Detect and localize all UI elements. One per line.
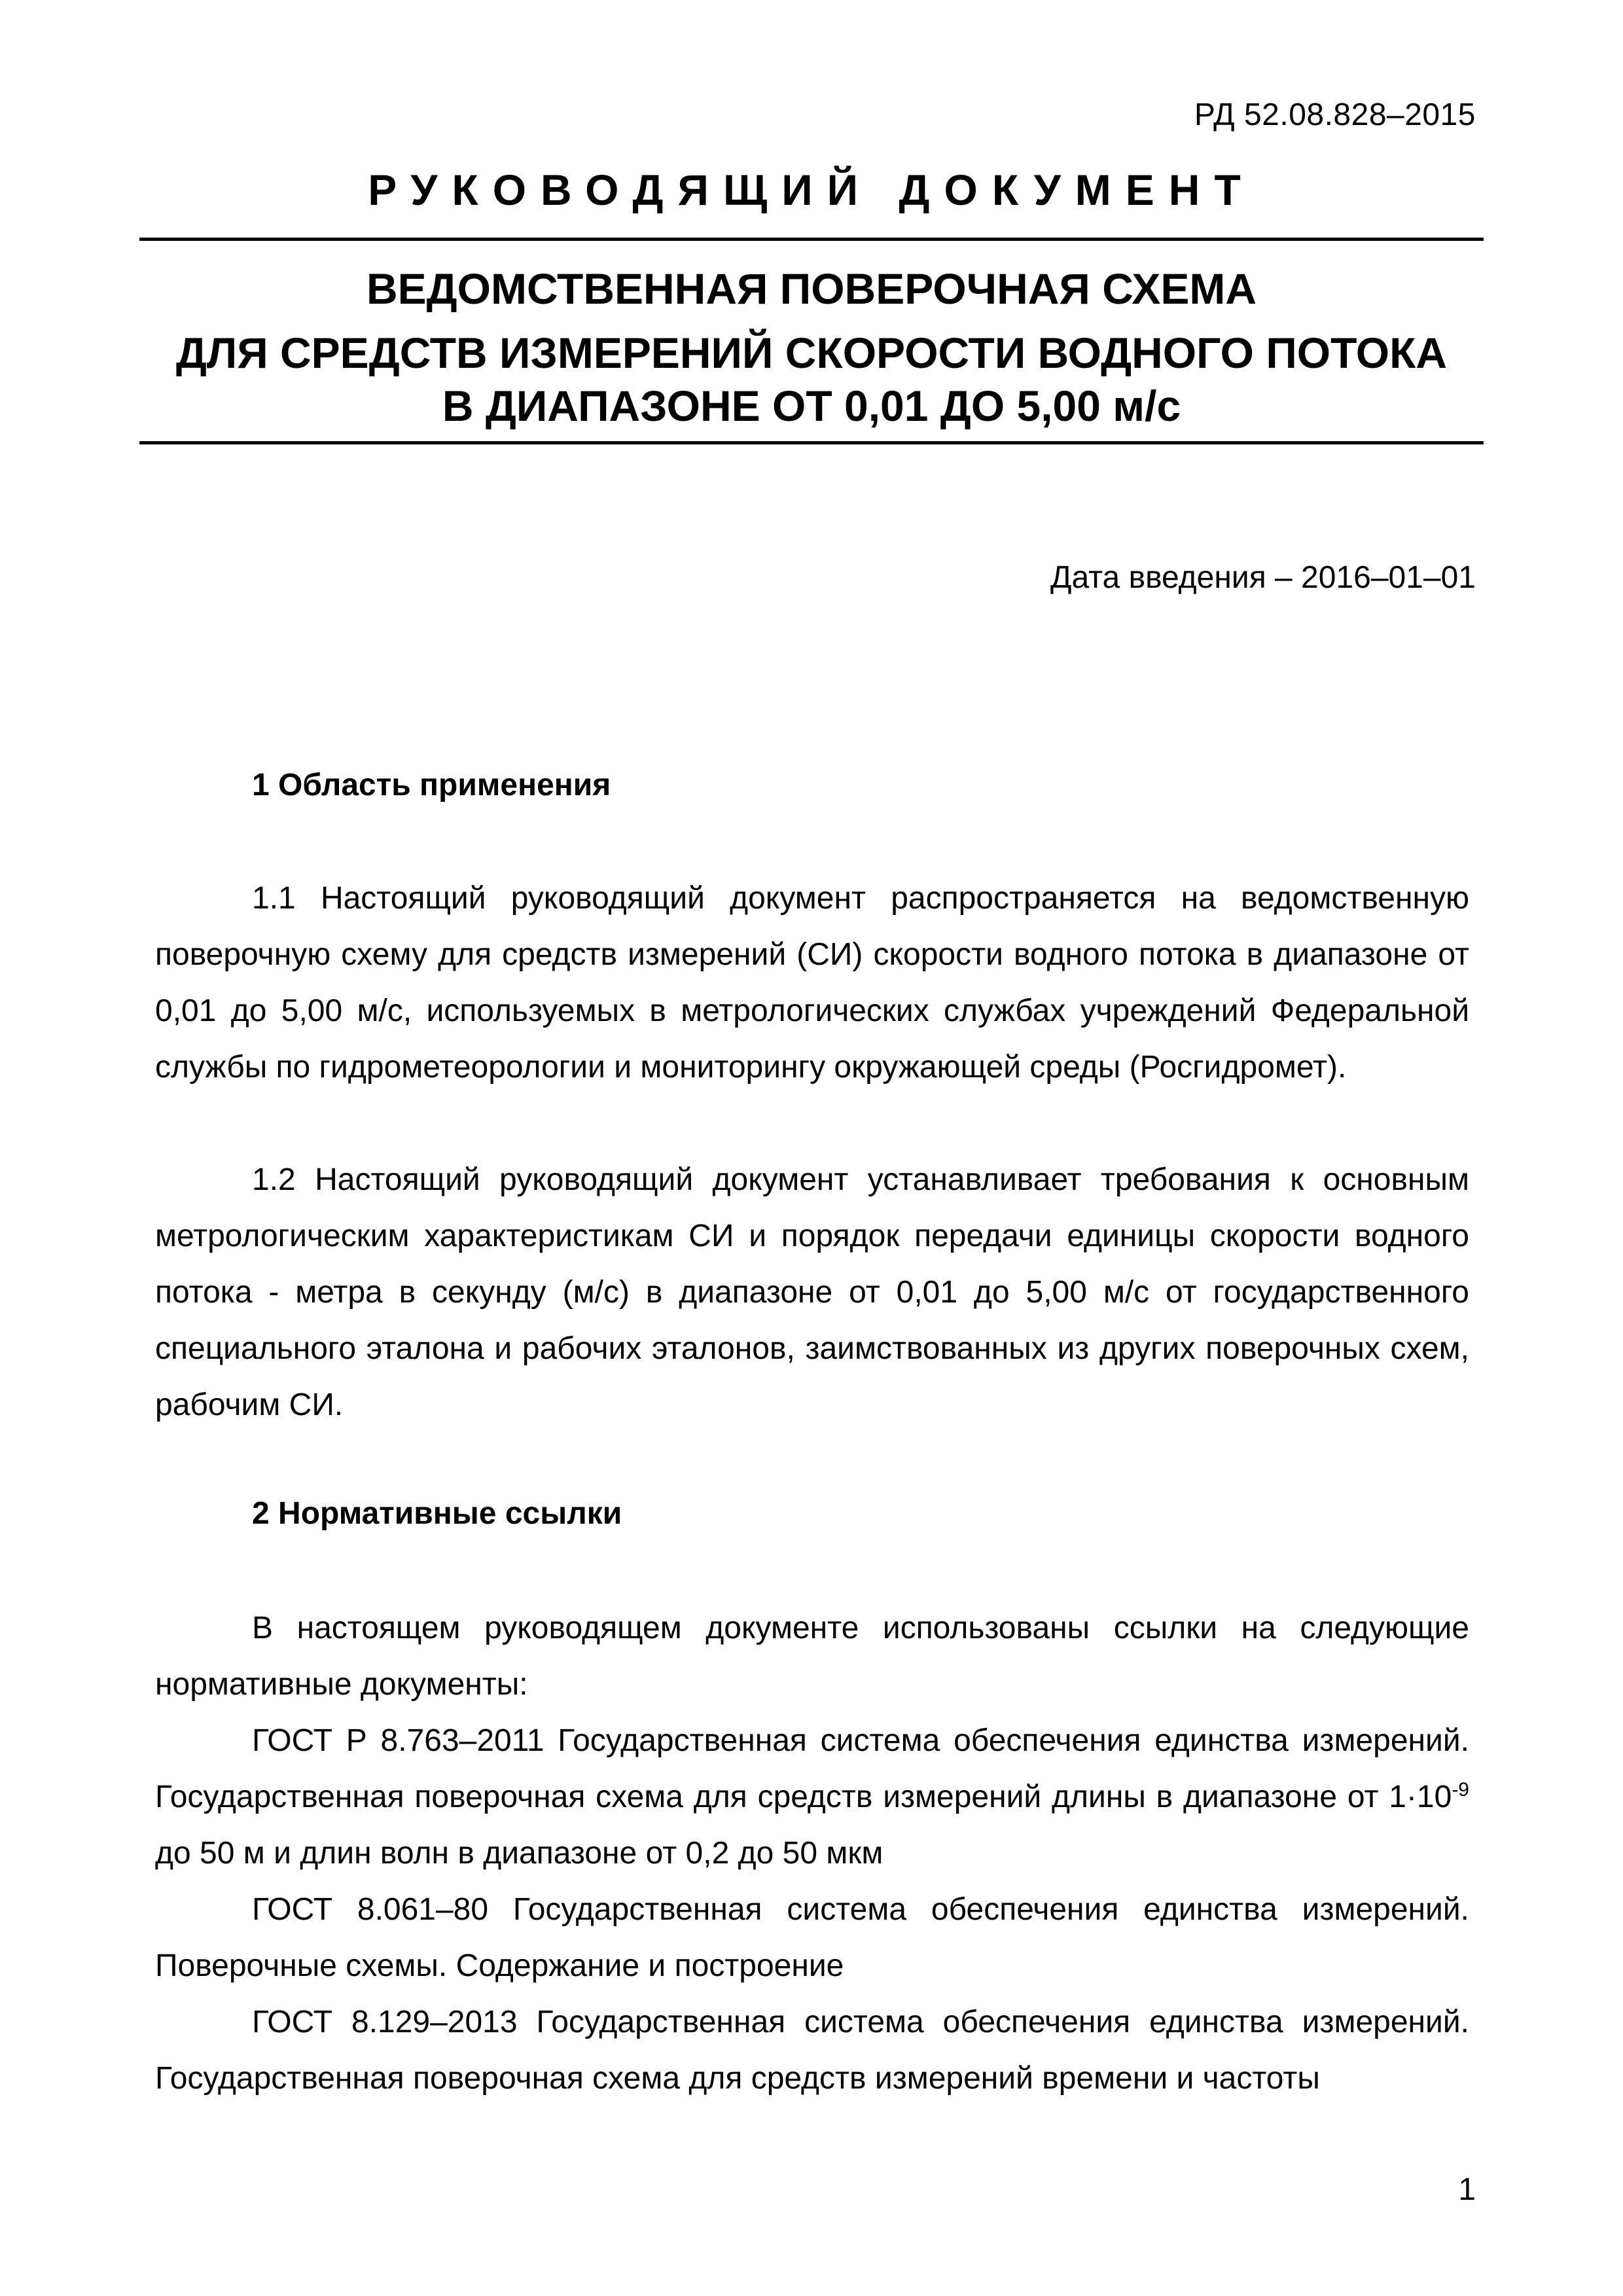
title-rule-top: [139, 238, 1484, 241]
references-intro: В настоящем руководящем документе использованы ссылки на следующие нормативные документы:: [155, 1611, 1469, 1702]
section-heading-scope: 1 Область применения: [252, 768, 611, 802]
introduction-date: Дата введения – 2016–01–01: [1050, 560, 1476, 595]
title-rule-bottom: [139, 441, 1484, 444]
title-line-1: ВЕДОМСТВЕННАЯ ПОВЕРОЧНАЯ СХЕМА: [366, 264, 1257, 313]
exponent: -9: [1452, 1779, 1469, 1801]
paragraph-1-1: 1.1 Настоящий руководящий документ распространяется на ведомственную поверочную схему для средств измерений (СИ) скорости водного потока в диапазоне от 0,01 до 5,00 м/с, используемых в метрологических службах учреждений Федеральной службы по гидрометеорологии и мониторингу окружающей среды (Росгидромет).: [155, 881, 1469, 1085]
paragraph-1-2: 1.2 Настоящий руководящий документ устанавливает требования к основным метрологическим характеристикам СИ и порядок передачи единицы скорости водного потока - метра в секунду (м/с) в диапазоне от 0,01 до 5,00 м/с от государственного специального эталона и рабочих эталонов, заимствованных из других поверочных схем, рабочим СИ.: [155, 1162, 1469, 1422]
reference-gost-r-8-763: [155, 1713, 1469, 1882]
document-type-heading: РУКОВОДЯЩИЙ ДОКУМЕНТ: [368, 166, 1255, 214]
section-heading-normative-references: 2 Нормативные ссылки: [252, 1496, 622, 1531]
reference-text-tail: до 50 м и длин волн в диапазоне от 0,2 до 50 мкм: [155, 1836, 883, 1871]
reference-gost-8-061: ГОСТ 8.061–80 Государственная система обеспечения единства измерений. Поверочные схемы. Содержание и построение: [155, 1892, 1469, 1983]
title-line-2: ДЛЯ СРЕДСТВ ИЗМЕРЕНИЙ СКОРОСТИ ВОДНОГО ПОТОКА: [175, 329, 1448, 377]
reference-gost-8-129: ГОСТ 8.129–2013 Государственная система обеспечения единства измерений. Государственная поверочная схема для средств измерений времени и частоты: [155, 2005, 1469, 2096]
reference-text: ГОСТ Р 8.763–2011 Государственная система обеспечения единства измерений. Государственная поверочная схема для средств измерений длины в диапазоне от 1·10: [155, 1723, 1469, 1814]
title-line-3: В ДИАПАЗОНЕ ОТ 0,01 ДО 5,00 м/с: [442, 382, 1181, 430]
page-number: 1: [1458, 2172, 1476, 2207]
document-code: РД 52.08.828–2015: [1194, 98, 1476, 132]
document-title: [139, 257, 1484, 430]
